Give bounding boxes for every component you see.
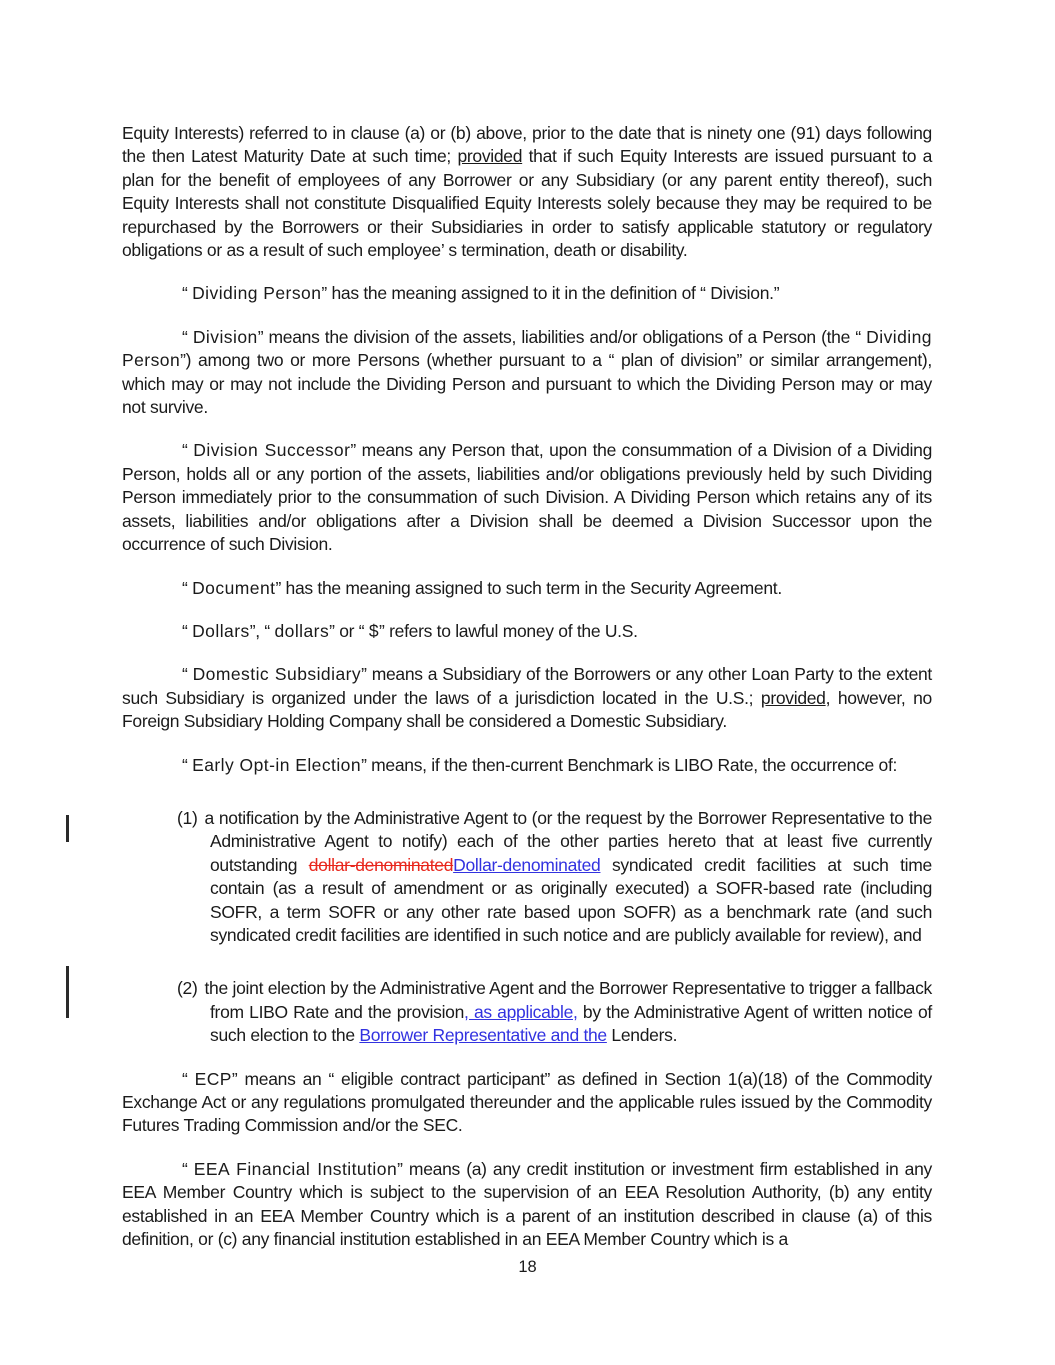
page-footer [0, 1258, 1055, 1277]
text-run: ” or “ [329, 620, 369, 641]
text-run: ” means, if the then-current Benchmark is LIBO Rate, the occurrence of: [361, 754, 898, 775]
paragraph [122, 754, 932, 777]
text-run: a notification by the Administrative Agent to (or the request by the Borrower Representative to the Administrative Agent to notify) each of the other parties hereto that at least five currently outstanding [204, 807, 932, 875]
list-item [122, 807, 932, 947]
text-run: Equity Interests) referred to in clause (a) or (b) above, prior to the date that is ninety one (91) days following the then Latest Maturity Date at such time; [122, 123, 932, 167]
text-run: “ [182, 326, 193, 347]
text-run: ”) among two or more Persons (whether pursuant to a “ plan of division” or similar arrangement), which may or may not include the Dividing Person and pursuant to which the Dividing Person may or may not survive. [122, 350, 932, 418]
text-run: “ [182, 664, 193, 685]
text-run: ” means a Subsidiary of the Borrowers or any other Loan Party to the extent such Subsidiary is organized under the laws of a jurisdiction located in the U.S.; [122, 664, 932, 708]
paragraph [122, 326, 932, 420]
text-run: that if such Equity Interests are issued pursuant to a plan for the benefit of employees of any Borrower or any Subsidiary (or any parent entity thereof), such Equity Interests shall not constitute Disqualified Equity Interests solely because they may be required to be repurchased by the Borrowers or their Subsidiaries in order to satisfy applicable statutory or regulatory obligations or as a result of such employee’ s termination, death or disability. [122, 146, 932, 261]
text-run: Lenders. [606, 1025, 678, 1046]
defined-term: Document [192, 577, 276, 598]
paragraph [122, 439, 932, 556]
inserted-text: Borrower Representative and the [359, 1025, 607, 1046]
paragraph [122, 1158, 932, 1252]
paragraph [122, 1068, 932, 1138]
text-run: ” means the division of the assets, liabilities and/or obligations of a Person (the “ [257, 326, 867, 347]
deleted-text: dollar-denominated [308, 854, 454, 875]
text-run: ”, “ [249, 620, 275, 641]
list-item [122, 977, 932, 1047]
text-run: “ [182, 1068, 195, 1089]
text-run: ” means any Person that, upon the consummation of a Division of a Dividing Person, holds all or any portion of the assets, liabilities and/or obligations previously held by such Dividing Person immediately prior to the consummation of such Division. A Dividing Person which retains any of its assets, liabilities and/or obligations after a Division shall be deemed a Division Successor upon the occurrence of such Division. [122, 440, 932, 555]
defined-term: Division [192, 326, 258, 347]
text-run: “ [182, 620, 193, 641]
list-marker: (1) [177, 807, 198, 828]
text-run: , however, no Foreign Subsidiary Holding Company shall be considered a Domestic Subsidiary. [122, 687, 932, 732]
text-run: provided [457, 146, 523, 167]
defined-term: Domestic Subsidiary [192, 664, 362, 685]
text-run: “ [182, 1158, 194, 1179]
paragraph [122, 577, 932, 600]
text-run: syndicated credit facilities at such time contain (as a result of amendment or as originally executed) a SOFR-based rate (including SOFR, a term SOFR or any other rate based upon SOFR) as a benchmark rate (and such syndicated credit facilities are identified in such notice and are publicly available for review), and [210, 854, 932, 945]
text-run: ” means (a) any credit institution or investment firm established in any EEA Member Country which is subject to the supervision of an EEA Resolution Authority, (b) any entity established in an EEA Member Country which is a parent of an institution described in clause (a) of this definition, or (c) any financial institution established in an EEA Member Country which is a [122, 1158, 932, 1250]
text-run: by the Administrative Agent of written notice of such election to the [210, 1001, 932, 1046]
text-run: ” has the meaning assigned to it in the definition of “ Division.” [321, 283, 780, 304]
change-bar [66, 815, 69, 842]
defined-term: ECP [194, 1068, 232, 1089]
text-run: ” means an “ eligible contract participant” as defined in Section 1(a)(18) of the Commodity Exchange Act or any regulations promulgated thereunder and the applicable rules issued by the Commodity Futures Trading Commission and/or the SEC. [122, 1068, 932, 1136]
paragraph [122, 620, 932, 643]
defined-term: Division Successor [193, 440, 351, 461]
document-content [122, 122, 932, 1251]
defined-term: Dividing Person [192, 283, 322, 304]
text-run: “ [182, 754, 193, 775]
page-number: 18 [518, 1258, 537, 1276]
inserted-text: Dollar-denominated [453, 854, 601, 875]
text-run: “ [182, 283, 193, 304]
defined-term: Dividing Person [122, 326, 932, 371]
defined-term: $ [368, 620, 380, 641]
paragraph [122, 282, 932, 305]
text-run: provided [760, 687, 826, 708]
defined-term: Dollars [192, 620, 250, 641]
text-run: ” has the meaning assigned to such term in the Security Agreement. [275, 577, 782, 598]
text-run: ” refers to lawful money of the U.S. [379, 620, 638, 641]
list-marker: (2) [177, 978, 198, 999]
defined-term: EEA Financial Institution [193, 1158, 398, 1179]
paragraph [122, 663, 932, 733]
defined-term: Early Opt-in Election [192, 754, 362, 775]
text-run: “ [182, 577, 193, 598]
text-run: “ [182, 440, 194, 461]
text-run: the joint election by the Administrative Agent and the Borrower Representative to trigger a fallback from LIBO Rate and the provision [204, 978, 932, 1022]
inserted-text: , as applicable, [464, 1001, 578, 1022]
defined-term: dollars [274, 620, 330, 641]
change-bar [66, 966, 69, 1018]
paragraph [122, 122, 932, 262]
